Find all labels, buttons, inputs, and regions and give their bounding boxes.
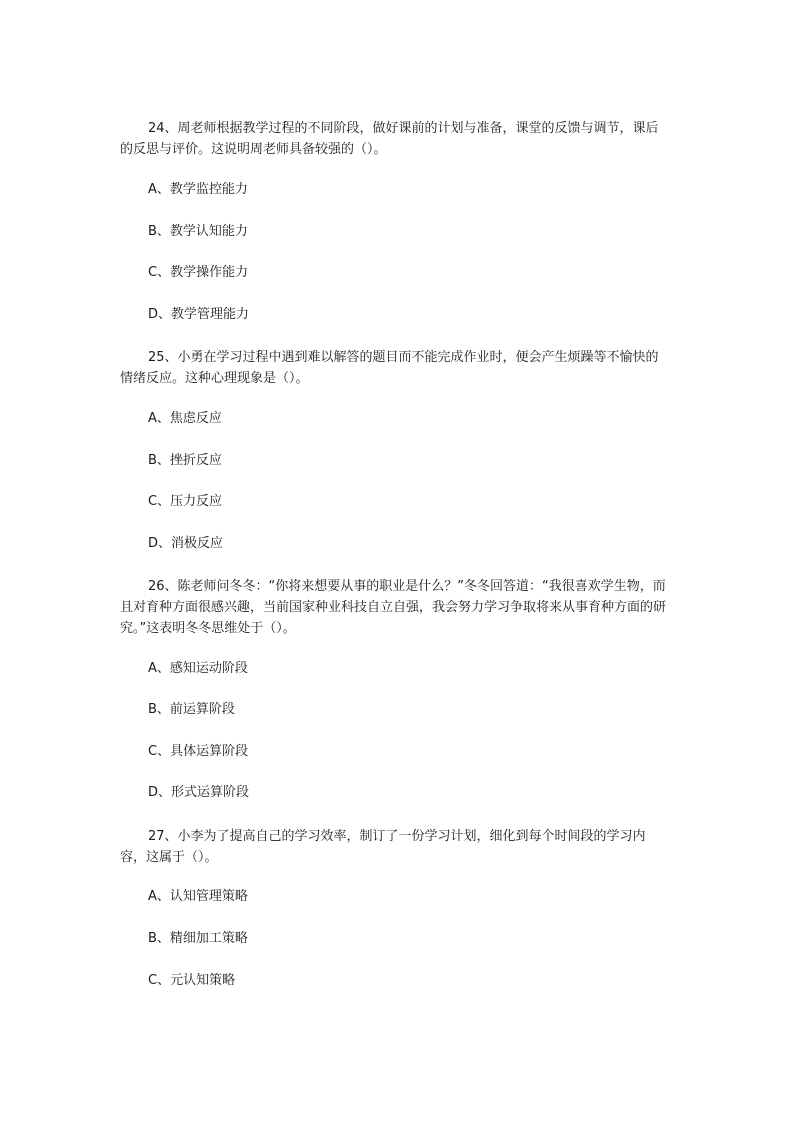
- question-24-option-d: D、教学管理能力: [148, 307, 250, 322]
- question-25-option-b: B、挫折反应: [148, 453, 222, 468]
- question-24-option-a: A、教学监控能力: [148, 182, 248, 197]
- question-27-option-a: A、认知管理策略: [148, 889, 248, 904]
- question-26-option-c: C、具体运算阶段: [148, 744, 249, 759]
- question-26-option-a: A、感知运动阶段: [148, 661, 248, 676]
- question-24-option-b: B、教学认知能力: [148, 224, 248, 239]
- question-25-option-d: D、消极反应: [148, 536, 224, 551]
- question-27-option-c: C、元认知策略: [148, 973, 236, 988]
- question-26-option-d: D、形式运算阶段: [148, 785, 250, 800]
- question-25-option-c: C、压力反应: [148, 494, 223, 509]
- question-24-option-c: C、教学操作能力: [148, 265, 249, 280]
- question-27-option-b: B、精细加工策略: [148, 931, 248, 946]
- question-27-stem: 27、小李为了提高自己的学习效率，制订了一份学习计划，细化到每个时间段的学习内容，这属于（）。: [120, 829, 646, 865]
- question-25-stem: 25、小勇在学习过程中遇到难以解答的题目而不能完成作业时，便会产生烦躁等不愉快的情绪反应。这种心理现象是（）。: [120, 350, 659, 386]
- question-25-option-a: A、焦虑反应: [148, 411, 222, 426]
- question-26-option-b: B、前运算阶段: [148, 702, 235, 717]
- question-24-stem: 24、周老师根据教学过程的不同阶段，做好课前的计划与准备，课堂的反馈与调节，课后的反思与评价。这说明周老师具备较强的（）。: [120, 121, 659, 157]
- question-26-stem: 26、陈老师问冬冬：“你将来想要从事的职业是什么？”冬冬回答道：“我很喜欢学生物，而且对育种方面很感兴趣，当前国家种业科技自立自强，我会努力学习争取将来从事育种方面的研究。”这表明冬冬思维处于（）。: [120, 579, 667, 636]
